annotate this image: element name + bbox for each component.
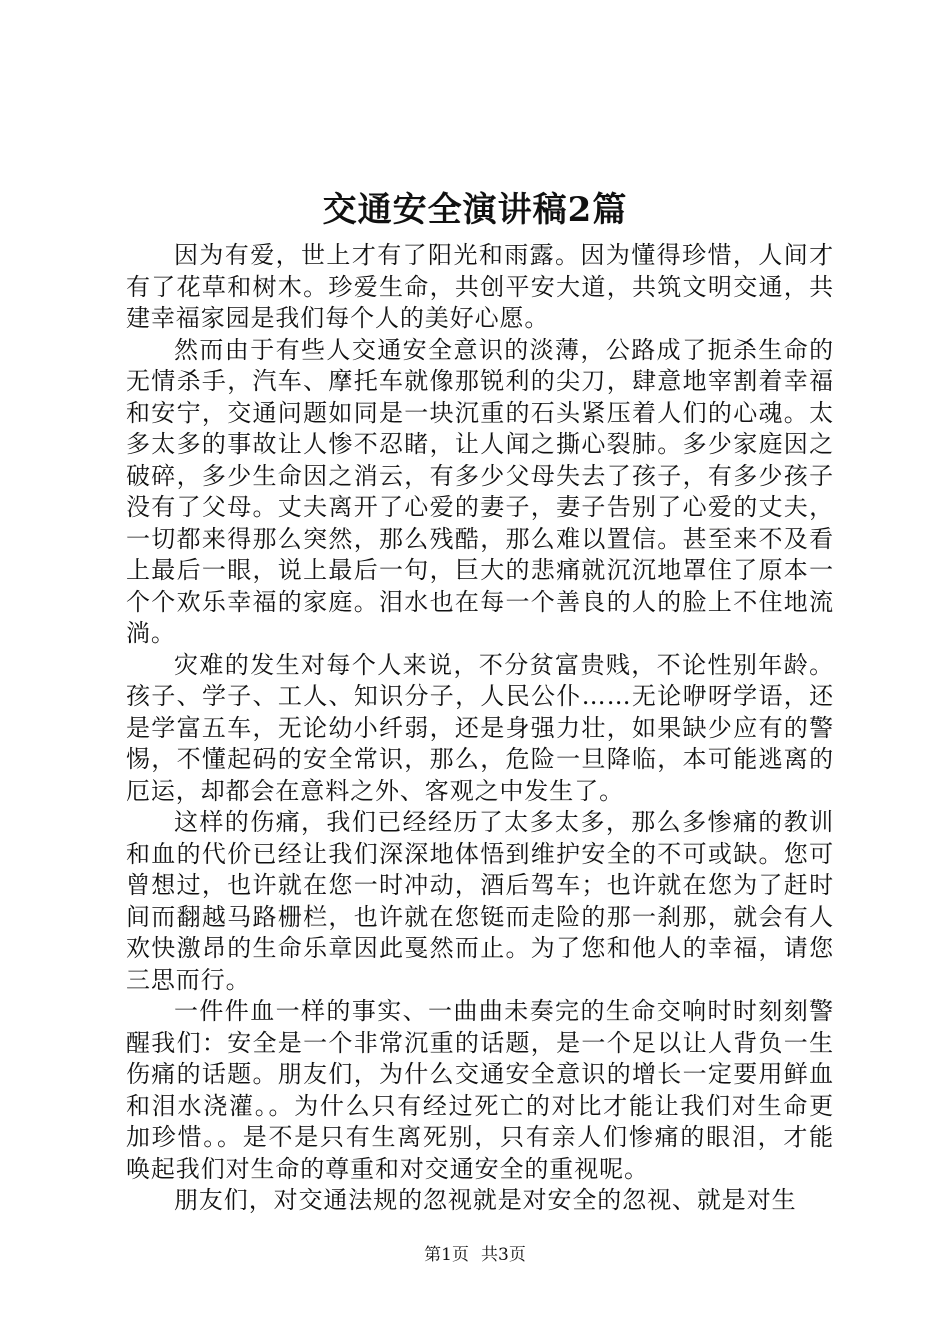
paragraph-5: 一件件血一样的事实、一曲曲未奏完的生命交响时时刻刻警醒我们：安全是一个非常沉重的话题，是一个足以让人背负一生伤痛的话题。朋友们，为什么交通安全意识的增长一定要用鲜血和泪水浇灌。。为什么只有经过死亡的对比才能让我们对生命更加珍惜。。是不是只有生离死别，只有亲人们惨痛的眼泪，才能唤起我们对生命的尊重和对交通安全的重视呢。 [126, 997, 834, 1183]
paragraph-6: 朋友们，对交通法规的忽视就是对安全的忽视、就是对生 [174, 1186, 797, 1214]
paragraph-1: 因为有爱，世上才有了阳光和雨露。因为懂得珍惜，人间才有了花草和树木。珍爱生命，共创平安大道，共筑文明交通，共建幸福家园是我们每个人的美好心愿。 [126, 241, 834, 332]
paragraph-4: 这样的伤痛，我们已经经历了太多太多，那么多惨痛的教训和血的代价已经让我们深深地体悟到维护安全的不可或缺。您可曾想过，也许就在您一时冲动，酒后驾车；也许就在您为了赶时间而翻越马路栅栏，也许就在您铤而走险的那一刹那，就会有人欢快激昂的生命乐章因此戛然而止。为了您和他人的幸福，请您三思而行。 [126, 808, 834, 994]
paragraph-3: 灾难的发生对每个人来说，不分贫富贵贱，不论性别年龄。孩子、学子、工人、知识分子，人民公仆……无论咿呀学语，还是学富五车，无论幼小纤弱，还是身强力壮，如果缺少应有的警惕，不懂起码的安全常识，那么，危险一旦降临，本可能逃离的厄运，却都会在意料之外、客观之中发生了。 [126, 650, 834, 805]
page-total: 共3页 [481, 1245, 526, 1265]
page-footer [0, 1243, 950, 1267]
document-title: 交通安全演讲稿2篇 [322, 190, 628, 230]
document-body [126, 240, 834, 1217]
paragraph-2: 然而由于有些人交通安全意识的淡薄，公路成了扼杀生命的无情杀手，汽车、摩托车就像那锐利的尖刀，肆意地宰割着幸福和安宁，交通问题如同是一块沉重的石头紧压着人们的心魂。太多太多的事故让人惨不忍睹，让人闻之撕心裂肺。多少家庭因之破碎，多少生命因之消云，有多少父母失去了孩子，有多少孩子没有了父母。丈夫离开了心爱的妻子，妻子告别了心爱的丈夫，一切都来得那么突然，那么残酷，那么难以置信。甚至来不及看上最后一眼，说上最后一句，巨大的悲痛就沉沉地罩住了原本一个个欢乐幸福的家庭。泪水也在每一个善良的人的脸上不住地流淌。 [126, 335, 834, 647]
page-number: 第1页 [424, 1245, 469, 1265]
